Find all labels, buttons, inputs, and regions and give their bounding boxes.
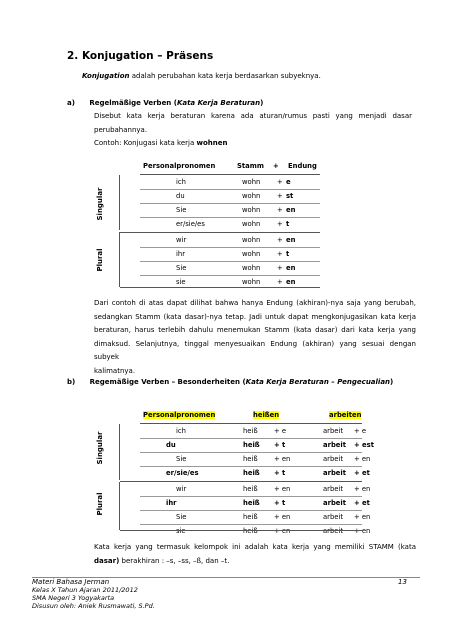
arbeiten-stem-cell: arbeit [323, 485, 344, 493]
stamm-cell: wohn [242, 264, 261, 272]
table-b-bottom-rule [120, 530, 362, 531]
arbeiten-stem-cell: arbeit [323, 527, 344, 535]
pronoun-cell: ihr [166, 499, 177, 507]
ending-cell: t [286, 250, 290, 258]
part-a-label: a) [67, 99, 75, 107]
part-b-heading-end: ) [390, 378, 394, 386]
arbeiten-stem-cell: arbeit [323, 513, 344, 521]
heissen-stem-cell: heiß [243, 513, 258, 521]
heissen-ending-cell: + t [274, 499, 286, 507]
table-a-singular-label: Singular [96, 187, 104, 221]
arbeiten-ending-cell: + en [354, 513, 371, 521]
pronoun-cell: du [176, 192, 185, 200]
ending-cell: e [286, 178, 291, 186]
table-row [120, 424, 367, 438]
part-a-heading-main: Regelmäßige Verben ( [89, 99, 177, 107]
plus-cell: + [277, 264, 283, 272]
table-b-singular-label: Singular [96, 431, 104, 465]
table-a-plural-label: Plural [96, 248, 104, 272]
table-b-header-pronoun: Personalpronomen [143, 411, 216, 419]
part-a-after-line-3: beraturan, harus terlebih dahulu menemukan Stamm (kata dasar) dari kata kerja yang [94, 326, 416, 334]
part-b-after-line-1: Kata kerja yang termasuk kelompok ini adalah kata kerja yang memiliki STAMM (kata [94, 543, 416, 551]
arbeiten-ending-cell: + en [354, 455, 371, 463]
heissen-ending-cell: + en [274, 527, 291, 535]
plus-cell: + [277, 192, 283, 200]
arbeiten-ending-cell: + en [354, 485, 371, 493]
part-b-after-rest: berakhiran : –s, –ss, –ß, dan –t. [119, 556, 230, 565]
table-b-header-verb1: heißen [253, 411, 280, 419]
table-a-header-pronoun: Personalpronomen [143, 162, 216, 170]
plus-cell: + [277, 220, 283, 228]
part-a-after-line-4: dimaksud. Selanjutnya, tinggal menyesuaikan Endung (akhiran) yang sesuai dengan subyek [94, 339, 416, 361]
part-b-after-paragraph [94, 541, 416, 568]
pronoun-cell: wir [176, 485, 187, 493]
pronoun-cell: Sie [176, 455, 187, 463]
heissen-ending-cell: + en [274, 455, 291, 463]
part-a-after-line-5: kalimatnya. [94, 366, 136, 375]
stamm-cell: wohn [242, 236, 261, 244]
pronoun-cell: ich [176, 178, 186, 186]
table-a-header-plus: + [273, 162, 279, 170]
arbeiten-ending-cell: + est [354, 441, 374, 449]
pronoun-cell: wir [176, 236, 187, 244]
plus-cell: + [277, 206, 283, 214]
plus-cell: + [277, 278, 283, 286]
arbeiten-ending-cell: + e [354, 427, 367, 435]
ending-cell: en [286, 278, 296, 286]
pronoun-cell: Sie [176, 513, 187, 521]
table-b-plural-label: Plural [96, 492, 104, 516]
stamm-cell: wohn [242, 178, 261, 186]
footer-line-2: Kelas X Tahun Ajaran 2011/2012 [32, 586, 138, 594]
table-a-header-endung: Endung [288, 162, 317, 170]
intro-term: Konjugation [82, 72, 130, 80]
heissen-ending-cell: + en [274, 513, 291, 521]
stamm-cell: wohn [242, 278, 261, 286]
arbeiten-ending-cell: + et [354, 499, 370, 507]
part-b-heading-main: Regemäßige Verben – Besonderheiten ( [89, 378, 246, 386]
part-a-after-line-2: sedangkan Stamm (kata dasar)-nya tetap. Jadi untuk dapat mengkonjugasikan kata kerja [94, 312, 416, 321]
section-title: 2. Konjugation – Präsens [67, 50, 214, 62]
stamm-cell: wohn [242, 192, 261, 200]
table-row [120, 482, 371, 496]
table-a-header-stamm: Stamm [237, 162, 264, 170]
stamm-cell: wohn [242, 250, 261, 258]
plus-cell: + [277, 236, 283, 244]
pronoun-cell: du [166, 441, 176, 449]
arbeiten-stem-cell: arbeit [323, 455, 344, 463]
plus-cell: + [277, 250, 283, 258]
heissen-ending-cell: + t [274, 469, 286, 477]
ending-cell: t [286, 220, 290, 228]
arbeiten-stem-cell: arbeit [323, 427, 344, 435]
heissen-ending-cell: + en [274, 485, 291, 493]
pronoun-cell: er/sie/es [166, 469, 199, 477]
footer-line-3: SMA Negeri 3 Yogyakarta [32, 594, 115, 602]
heissen-ending-cell: + t [274, 441, 286, 449]
part-b-label: b) [67, 378, 76, 386]
part-b-heading-italic: Kata Kerja Beraturan – Pengecualian [245, 378, 391, 386]
part-a-line-2: perubahannya. [94, 125, 148, 134]
part-a-heading-end: ) [260, 99, 264, 107]
pronoun-cell: Sie [176, 264, 187, 272]
pronoun-cell: ich [176, 427, 186, 435]
heissen-stem-cell: heiß [243, 527, 258, 535]
heissen-stem-cell: heiß [243, 485, 258, 493]
arbeiten-ending-cell: + et [354, 469, 370, 477]
heissen-stem-cell: heiß [243, 499, 260, 507]
part-b-after-line-2 [94, 555, 416, 569]
heissen-stem-cell: heiß [243, 469, 260, 477]
table-row [120, 466, 370, 480]
footer-info [32, 578, 155, 610]
plus-cell: + [277, 178, 283, 186]
arbeiten-ending-cell: + en [354, 527, 371, 535]
table-row [120, 524, 371, 538]
pronoun-cell: sie [176, 527, 186, 535]
pronoun-cell: er/sie/es [176, 220, 205, 228]
heissen-stem-cell: heiß [243, 455, 258, 463]
intro-text: adalah perubahan kata kerja berdasarkan subyeknya. [129, 72, 321, 80]
part-a-example-prefix: Contoh: Konjugasi kata kerja [94, 139, 197, 147]
arbeiten-stem-cell: arbeit [323, 441, 346, 449]
table-row [120, 496, 370, 510]
pronoun-cell: ihr [176, 250, 185, 258]
part-a-heading-italic: Kata Kerja Beraturan [176, 99, 261, 107]
arbeiten-stem-cell: arbeit [323, 469, 346, 477]
part-a-after-line-1: Dari contoh di atas dapat dilihat bahwa hanya Endung (akhiran)-nya saja yang berubah, [94, 299, 416, 307]
table-b-header-verb2: arbeiten [329, 411, 362, 419]
part-a-example-verb: wohnen [196, 139, 228, 147]
part-b-after-bold: dasar) [94, 556, 120, 565]
footer-line-4: Disusun oleh: Aniek Rusmawati, S.Pd. [32, 602, 155, 610]
table-row [120, 438, 374, 452]
heissen-ending-cell: + e [274, 427, 287, 435]
ending-cell: en [286, 264, 296, 272]
stamm-cell: wohn [242, 220, 261, 228]
ending-cell: st [286, 192, 294, 200]
part-a-line-1: Disebut kata kerja beraturan karena ada aturan/rumus pasti yang menjadi dasar [94, 112, 412, 120]
ending-cell: en [286, 206, 296, 214]
arbeiten-stem-cell: arbeit [323, 499, 346, 507]
heissen-stem-cell: heiß [243, 441, 260, 449]
ending-cell: en [286, 236, 296, 244]
stamm-cell: wohn [242, 206, 261, 214]
table-row [120, 452, 371, 466]
page-number: 13 [398, 578, 407, 586]
heissen-stem-cell: heiß [243, 427, 258, 435]
pronoun-cell: sie [176, 278, 186, 286]
footer-title: Materi Bahasa Jerman [32, 578, 110, 586]
table-row [120, 510, 371, 524]
pronoun-cell: Sie [176, 206, 187, 214]
